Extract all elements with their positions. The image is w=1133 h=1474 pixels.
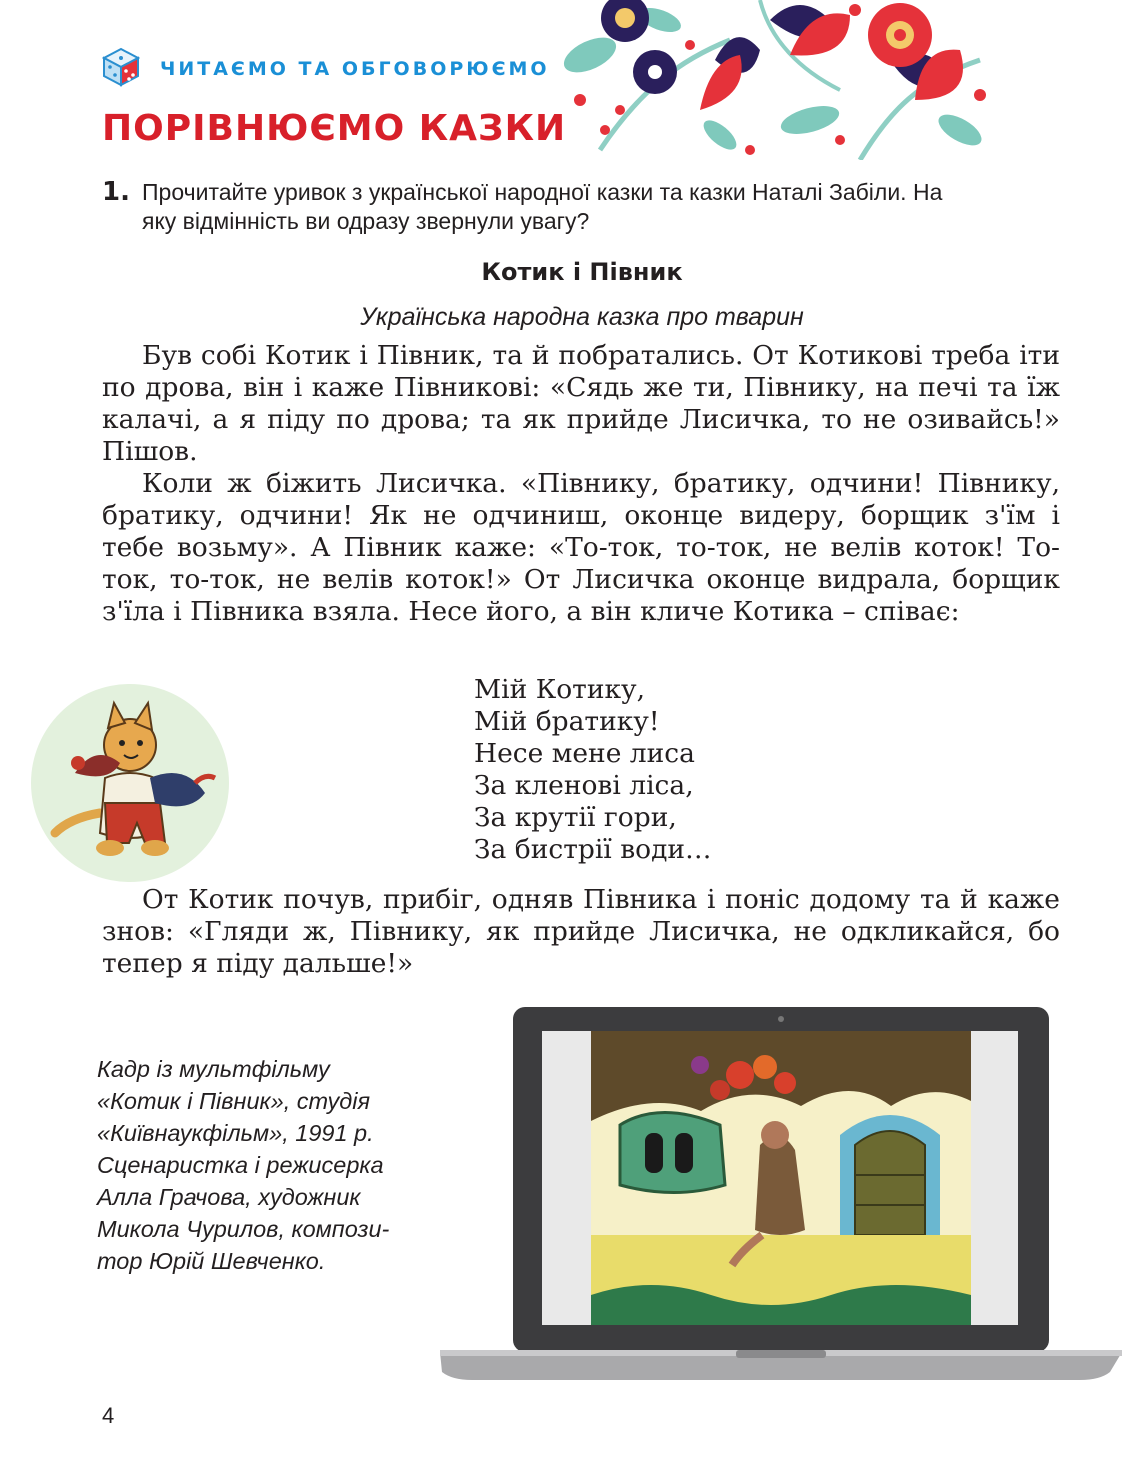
caption-line: Алла Грачова, художник [97,1184,361,1210]
lesson-title: ПОРІВНЮЄМО КАЗКИ [102,108,567,149]
story-subtitle: Українська народна казка про тварин [360,303,804,331]
floral-ornament-illustration [560,0,1000,160]
story-body [102,340,1060,628]
story-title: Котик і Півник [481,258,683,286]
page-number: 4 [102,1403,115,1428]
task-text: Прочитайте уривок з української народної казки та казки Наталі Забіли. На яку відмінність ви одразу звернули увагу? [142,179,943,234]
video-caption [97,1053,457,1277]
dice-cube-icon [102,47,140,87]
poem-block [474,674,874,866]
poem-line: Мій Котику, [474,674,646,705]
caption-line: «Котик і Півник», студія [97,1088,371,1114]
webcam-icon [778,1016,784,1022]
poem-line: За бистрії води… [474,834,712,865]
caption-line: Микола Чурилов, компози- [97,1216,390,1242]
section-label: ЧИТАЄМО ТА ОБГОВОРЮЄМО [160,58,550,80]
story-paragraph: Коли ж біжить Лисичка. «Півнику, братику, одчини! Півнику, братику, одчини! Як не одчиниш, оконце видеру, борщик з'їм і тебе возьму». А Півник каже: «То-ток, то-ток, не велів коток! То-ток, то-ток, не велів коток!» От Лисичка оконце видрала, борщик з'їла і Півника взяла. Несе його, а він кличе Котика – співає: [102,468,1060,627]
story-ending [102,884,1060,980]
caption-line: Сценаристка і режисерка [97,1152,384,1178]
caption-line: «Київнаукфільм», 1991 р. [97,1120,374,1146]
laptop-video-frame[interactable] [440,1005,1122,1380]
task-number: 1. [102,177,130,207]
poem-line: За крутії гори, [474,802,677,833]
cartoon-frame-image [591,1031,971,1325]
poem-line: Мій братику! [474,706,660,737]
caption-line: Кадр із мультфільму [97,1056,330,1082]
cat-and-rooster-illustration [30,683,230,883]
caption-line: тор Юрій Шевченко. [97,1248,326,1274]
story-paragraph: От Котик почув, прибіг, одняв Півника і поніс додому та й каже знов: «Гляди ж, Півнику, як прийде Лисичка, не одкликайся, бо тепер я піду дальше!» [102,884,1060,979]
poem-line: Несе мене лиса [474,738,695,769]
story-paragraph: Був собі Котик і Півник, та й побратались. От Котикові треба іти по дрова, він і каже Півникові: «Сядь же ти, Півнику, на печі та їж калачі, а я піду по дрова; та як прийде Лисичка, то не озивайсь!» Пішов. [102,340,1060,467]
poem-line: За кленові ліса, [474,770,694,801]
